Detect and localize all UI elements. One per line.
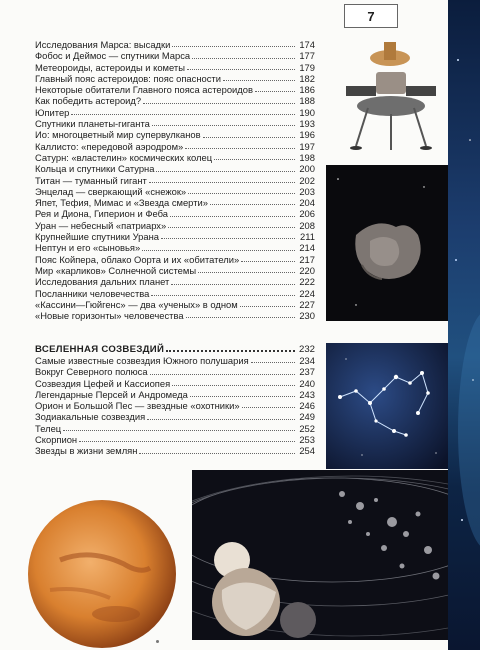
leader-dots [142,249,295,251]
toc-entry-title: Спутники планеты-гиганта [35,118,150,130]
toc-entry-title: Скорпион [35,434,78,446]
leader-dots [168,226,295,228]
toc-entry-title: Каллисто: «передовой аэродром» [35,140,184,152]
toc-entry-page: 240 [299,377,315,389]
toc-entry-page: 198 [299,151,315,163]
toc-entry-page: 220 [299,264,315,276]
toc-entry[interactable] [35,434,315,445]
leader-dots [185,147,295,149]
leader-dots [203,136,295,138]
toc-entry[interactable] [35,220,315,231]
toc-entry-page: 177 [299,50,315,62]
toc-entry[interactable] [35,310,315,321]
leader-dots [198,271,295,273]
toc-entry[interactable] [35,299,315,310]
footer-dot [156,640,159,643]
toc-entry-title: Энцелад — сверкающий «снежок» [35,185,187,197]
toc-entry-page: 200 [299,163,315,175]
toc-entry-page: 206 [299,208,315,220]
toc-entry-title: Звезды в жизни землян [35,445,138,457]
toc-entry-page: 234 [299,355,315,366]
toc-entry-page: 186 [299,84,315,96]
toc-entry[interactable] [35,197,315,208]
toc-entry-title: Как победить астероид? [35,95,142,107]
toc-entry[interactable] [35,141,315,152]
toc-entry[interactable] [35,186,315,197]
toc-entry-title: Вокруг Северного полюса [35,366,148,378]
toc-entry[interactable] [35,84,315,95]
leader-dots [192,57,295,59]
toc-entry[interactable] [35,152,315,163]
toc-entry[interactable] [35,50,315,61]
toc-entry-page: 214 [299,242,315,254]
leader-dots [171,283,295,285]
toc-entry[interactable] [35,231,315,242]
toc-entry[interactable] [35,62,315,73]
toc-entry-title: Мир «карликов» Солнечной системы [35,264,197,276]
comet-image [326,165,448,321]
toc-entry[interactable] [35,208,315,219]
toc-entry[interactable] [35,73,315,84]
toc-entry-title: «Кассини—Гюйгенс» — два «ученых» в одном [35,298,238,310]
toc-entry-title: Кольца и спутники Сатурна [35,163,155,175]
leader-dots [166,349,295,352]
toc-entry[interactable] [35,39,315,50]
toc-entry-page: 237 [299,366,315,378]
space-background-strip [448,0,480,650]
leader-dots [240,305,295,307]
toc-entry-title: Самые известные созвездия Южного полушария [35,355,249,366]
leader-dots [161,237,295,239]
toc-entry-title: Некоторые обитатели Главного пояса астероидов [35,84,253,96]
toc-entry[interactable] [35,411,315,422]
leader-dots [172,384,295,386]
toc-entry[interactable] [35,400,315,411]
toc-entry-title: Рея и Диона, Гиперион и Феба [35,208,168,220]
toc-entry-title: Уран — небесный «патриарх» [35,219,167,231]
toc-entry-page: 190 [299,106,315,118]
table-of-contents-part-2 [35,355,315,457]
toc-entry[interactable] [35,423,315,434]
leader-dots [63,429,295,431]
toc-entry-title: Сатурн: «властелин» космических колец [35,151,213,163]
toc-entry-page: 217 [299,253,315,265]
toc-entry[interactable] [35,366,315,377]
toc-entry-page: 202 [299,174,315,186]
leader-dots [139,452,295,454]
section-heading-title: ВСЕЛЕННАЯ СОЗВЕЗДИЙ [35,344,165,355]
toc-entry-page: 197 [299,140,315,152]
mars-planet-image [20,490,185,650]
toc-entry-page: 193 [299,118,315,130]
toc-entry-page: 243 [299,388,315,400]
toc-entry[interactable] [35,242,315,253]
toc-entry-title: Пояс Койпера, облако Оорта и их «обитатели» [35,253,240,265]
toc-entry-page: 224 [299,287,315,299]
leader-dots [214,158,295,160]
toc-entry-title: Ио: многоцветный мир супервулканов [35,129,201,141]
toc-entry-page: 211 [300,231,315,243]
toc-entry[interactable] [35,107,315,118]
toc-entry-title: Легендарные Персей и Андромеда [35,388,188,400]
toc-entry[interactable] [35,288,315,299]
leader-dots [143,102,295,104]
toc-entry-page: 203 [299,185,315,197]
toc-entry-title: Фобос и Деймос — спутники Марса [35,50,191,62]
constellation-image [326,343,448,469]
leader-dots [210,203,295,205]
leader-dots [170,215,295,217]
toc-entry[interactable] [35,175,315,186]
leader-dots [190,395,295,397]
leader-dots [186,316,295,318]
leader-dots [150,373,295,375]
leader-dots [223,79,295,81]
toc-entry-title: Главный пояс астероидов: пояс опасности [35,72,221,84]
toc-entry-page: 204 [299,197,315,209]
toc-entry-page: 208 [299,219,315,231]
space-probe-image [328,28,450,158]
toc-entry[interactable] [35,378,315,389]
toc-entry-title: Юпитер [35,106,70,118]
leader-dots [255,90,295,92]
leader-dots [71,113,295,115]
toc-entry-title: Метеороиды, астероиды и кометы [35,61,185,73]
toc-entry[interactable] [35,276,315,287]
leader-dots [156,170,295,172]
toc-entry-page: 254 [299,445,315,457]
leader-dots [187,68,295,70]
toc-entry-page: 222 [299,276,315,288]
toc-entry[interactable] [35,129,315,140]
toc-entry-page: 253 [299,434,315,446]
toc-entry[interactable] [35,118,315,129]
toc-entry-title: Телец [35,422,62,434]
toc-entry-title: Крупнейшие спутники Урана [35,231,159,243]
toc-entry[interactable] [35,254,315,265]
toc-entry-page: 188 [299,95,315,107]
leader-dots [188,192,295,194]
leader-dots [79,440,295,442]
toc-entry[interactable] [35,95,315,106]
toc-entry-page: 179 [299,61,315,73]
leader-dots [151,294,295,296]
leader-dots [149,181,295,183]
toc-entry-page: 230 [299,310,315,322]
leader-dots [147,418,295,420]
toc-entry[interactable] [35,355,315,366]
toc-entry-page: 174 [299,39,315,50]
toc-entry-title: Посланники человечества [35,287,150,299]
leader-dots [152,124,295,126]
toc-entry-title: Зодиакальные созвездия [35,411,146,423]
toc-entry-title: Титан — туманный гигант [35,174,147,186]
section-heading[interactable] [35,342,315,355]
toc-entry-title: Созвездия Цефей и Кассиопея [35,377,171,389]
toc-entry-page: 252 [299,422,315,434]
leader-dots [241,260,295,262]
page-number: 7 [344,4,398,28]
toc-entry[interactable] [35,163,315,174]
toc-entry-page: 227 [299,298,315,310]
leader-dots [251,361,295,363]
table-of-contents-part-1 [35,39,315,321]
toc-entry-title: Нептун и его «сыновья» [35,242,141,254]
toc-entry-title: «Новые горизонты» человечества [35,310,184,322]
toc-entry-title: Исследования Марса: высадки [35,39,171,50]
toc-entry[interactable] [35,265,315,276]
leader-dots [172,45,295,47]
toc-entry-title: Япет, Тефия, Мимас и «Звезда смерти» [35,197,208,209]
dwarf-planets-image [192,470,448,640]
section-heading-page: 232 [298,344,315,355]
toc-entry[interactable] [35,445,315,456]
toc-entry-title: Орион и Большой Пес — звездные «охотники» [35,400,240,412]
toc-entry-page: 182 [299,72,315,84]
leader-dots [242,406,295,408]
toc-entry[interactable] [35,389,315,400]
toc-entry-title: Исследования дальних планет [35,276,170,288]
toc-entry-page: 249 [299,411,315,423]
toc-entry-page: 246 [299,400,315,412]
toc-entry-page: 196 [299,129,315,141]
